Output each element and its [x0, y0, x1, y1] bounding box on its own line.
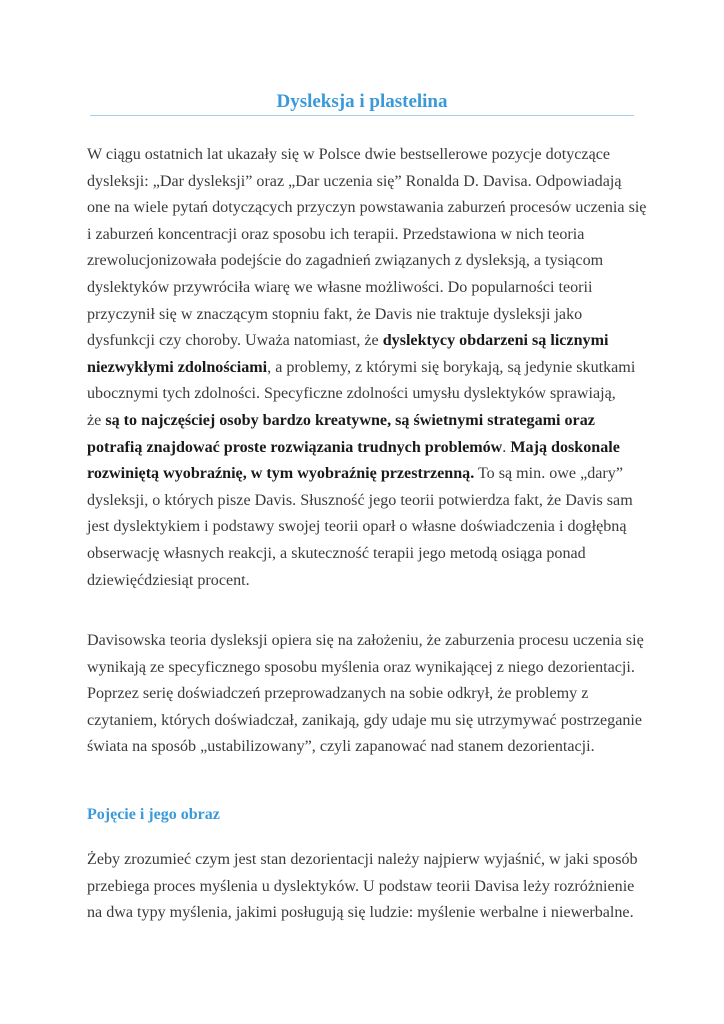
- paragraph-2: [87, 628, 644, 761]
- text-line: czytaniem, których doświadczał, zanikają, gdy udaje mu się utrzymywać postrzeganie: [87, 711, 643, 729]
- bold-segment: są to najczęściej osoby bardzo kreatywne, są świetnymi strategami oraz: [105, 411, 595, 429]
- text-line: Poprzez serię doświadczeń przeprowadzanych na sobie odkrył, że problemy z: [87, 685, 589, 703]
- bold-segment: Mają doskonale: [510, 438, 620, 456]
- bold-segment: potrafią znajdować proste rozwiązania trudnych problemów: [87, 438, 503, 456]
- paragraph-3: [87, 847, 639, 927]
- text-line: i zaburzeń koncentracji oraz sposobu ich terapii. Przedstawiona w nich teoria: [87, 225, 585, 243]
- text-line: Żeby zrozumieć czym jest stan dezorientacji należy najpierw wyjaśnić, w jaki sposób: [87, 851, 638, 868]
- text-line: obserwację własnych reakcji, a skuteczność terapii jego metodą osiąga ponad: [87, 544, 586, 562]
- text-segment: .: [502, 438, 511, 456]
- text-line: dyslektyków przywróciła wiarę we własne możliwości. Do popularności teorii: [87, 278, 593, 296]
- text-line: Davisowska teoria dysleksji opiera się na założeniu, że zaburzenia procesu uczenia się: [87, 632, 644, 649]
- text-line: [87, 328, 639, 355]
- text-line: [87, 355, 639, 382]
- text-segment: To są min. owe „dary”: [474, 465, 623, 483]
- text-line: ubocznymi tych zdolności. Specyficzne zdolności umysłu dyslektyków sprawiają,: [87, 385, 616, 403]
- text-line: dziewięćdziesiąt procent.: [87, 571, 250, 589]
- text-line: jest dyslektykiem i podstawy swojej teorii oparł o własne doświadczenia i dogłębną: [87, 518, 627, 536]
- text-line: [87, 435, 639, 462]
- text-line: W ciągu ostatnich lat ukazały się w Polsce dwie bestsellerowe pozycje dotyczące: [87, 146, 610, 163]
- title-block: [90, 91, 634, 116]
- section-heading: Pojęcie i jego obraz: [87, 806, 220, 823]
- text-line: zrewolucjonizowała podejście do zagadnień związanych z dysleksją, a tysiącom: [87, 252, 604, 270]
- bold-segment: niezwykłymi zdolnościami: [87, 358, 268, 376]
- text-line: przebiega proces myślenia u dyslektyków. U podstaw teorii Davisa leży rozróżnienie: [87, 877, 635, 895]
- text-line: wynikają ze specyficznego sposobu myślenia oraz wynikającej z niego dezorientacji.: [87, 658, 635, 676]
- text-line: [87, 461, 639, 488]
- text-line: przyczynił się w znaczącym stopniu fakt, że Davis nie traktuje dysleksji jako: [87, 305, 583, 323]
- text-line: na dwa typy myślenia, jakimi posługują się ludzie: myślenie werbalne i niewerbalne.: [87, 904, 634, 922]
- text-segment: , a problemy, z którymi się borykają, są jedynie skutkami: [267, 358, 636, 376]
- text-line: świata na sposób „ustabilizowany”, czyli zapanować nad stanem dezorientacji.: [87, 738, 595, 756]
- bold-segment: rozwiniętą wyobraźnię, w tym wyobraźnię przestrzenną.: [87, 465, 475, 483]
- page-title: Dysleksja i plastelina: [276, 91, 448, 112]
- text-segment: dysfunkcji czy choroby. Uważa natomiast, że: [87, 332, 383, 350]
- bold-segment: dyslektycy obdarzeni są licznymi: [382, 332, 609, 350]
- text-segment: że: [87, 411, 106, 429]
- text-line: one na wiele pytań dotyczących przyczyn powstawania zaburzeń procesów uczenia się: [87, 199, 647, 217]
- text-line: [87, 408, 639, 435]
- text-line: dysleksji, o których pisze Davis. Słuszność jego teorii potwierdza fakt, że Davis sam: [87, 491, 633, 509]
- text-line: dysleksji: „Dar dysleksji” oraz „Dar uczenia się” Ronalda D. Davisa. Odpowiadają: [87, 172, 622, 190]
- paragraph-1: [87, 142, 647, 594]
